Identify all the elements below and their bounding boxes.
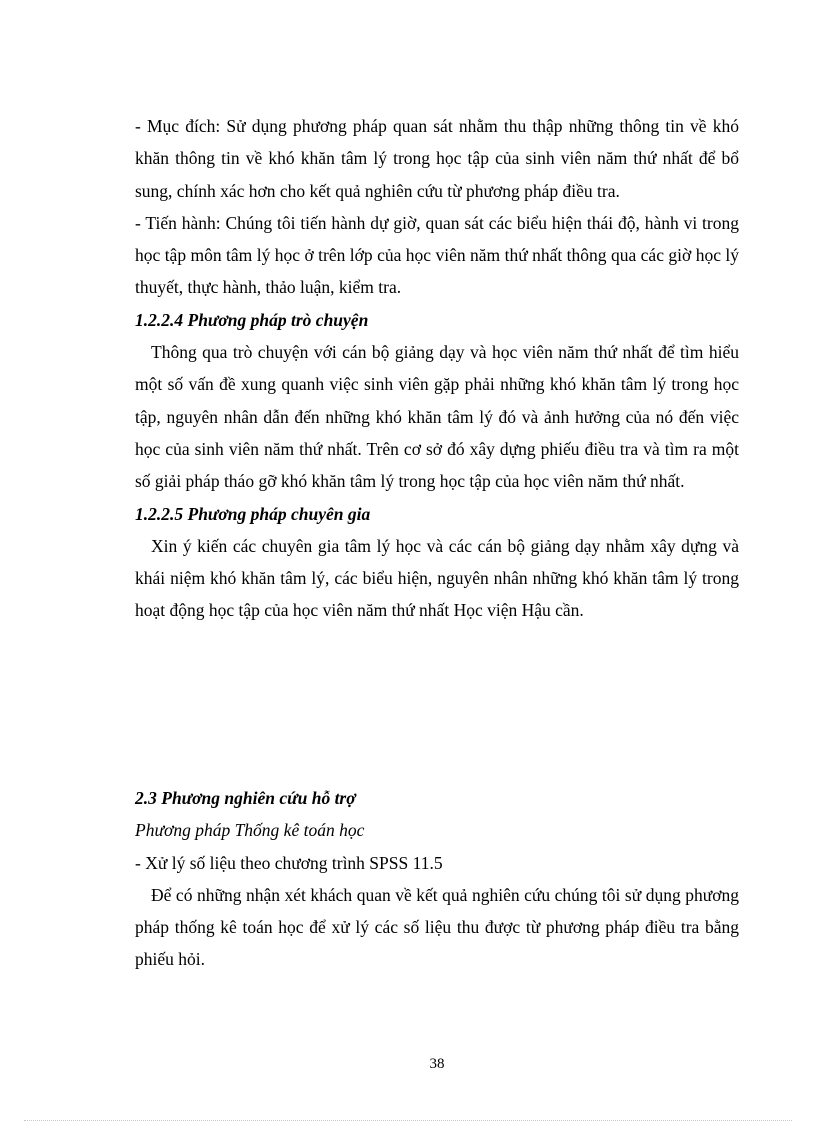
paragraph-statistics-method: Để có những nhận xét khách quan về kết quả nghiên cứu chúng tôi sử dụng phương pháp thống kê toán học để xử lý các số liệu thu được từ phương pháp điều tra bằng phiếu hỏi.: [135, 884, 739, 970]
section-research-methods: [135, 110, 739, 627]
subheading-statistics-method: Phương pháp Thống kê toán học: [135, 820, 365, 841]
page-bottom-divider: [24, 1120, 792, 1121]
section-supporting-methods: [135, 782, 739, 976]
bullet-spss-processing: - Xử lý số liệu theo chương trình SPSS 11.5: [135, 852, 443, 873]
heading-expert-method: 1.2.2.5 Phương pháp chuyên gia: [135, 503, 371, 524]
page-number: 38: [429, 1056, 445, 1072]
paragraph-purpose: - Mục đích: Sử dụng phương pháp quan sát nhằm thu thập những thông tin về khó khăn thông tin về khó khăn tâm lý trong học tập của sinh viên năm thứ nhất để bổ sung, chính xác hơn cho kết quả nghiên cứu từ phương pháp điều tra.: [135, 116, 739, 201]
paragraph-procedure: - Tiến hành: Chúng tôi tiến hành dự giờ, quan sát các biểu hiện thái độ, hành vi trong học tập môn tâm lý học ở trên lớp của học viên năm thứ nhất thông qua các giờ học lý thuyết, thực hành, thảo luận, kiểm tra.: [135, 212, 739, 298]
paragraph-expert-method: Xin ý kiến các chuyên gia tâm lý học và các cán bộ giảng dạy nhằm xây dựng và khái niệm khó khăn tâm lý, các biểu hiện, nguyên nhân những khó khăn tâm lý trong hoạt động học tập của học viên năm thứ nhất Học viện Hậu cần.: [135, 535, 739, 621]
heading-supporting-methods: 2.3 Phương nghiên cứu hỗ trợ: [135, 788, 356, 808]
heading-conversation-method: 1.2.2.4 Phương pháp trò chuyện: [135, 309, 369, 330]
paragraph-conversation-method: Thông qua trò chuyện với cán bộ giảng dạy và học viên năm thứ nhất để tìm hiểu một số vấn đề xung quanh việc sinh viên gặp phải những khó khăn tâm lý trong học tập, nguyên nhân dẫn đến những khó khăn tâm lý đó và ảnh hưởng của nó đến việc học của sinh viên năm thứ nhất. Trên cơ sở đó xây dựng phiếu điều tra và tìm ra một số giải pháp tháo gỡ khó khăn tâm lý trong học tập của học viên năm thứ nhất.: [135, 342, 739, 492]
